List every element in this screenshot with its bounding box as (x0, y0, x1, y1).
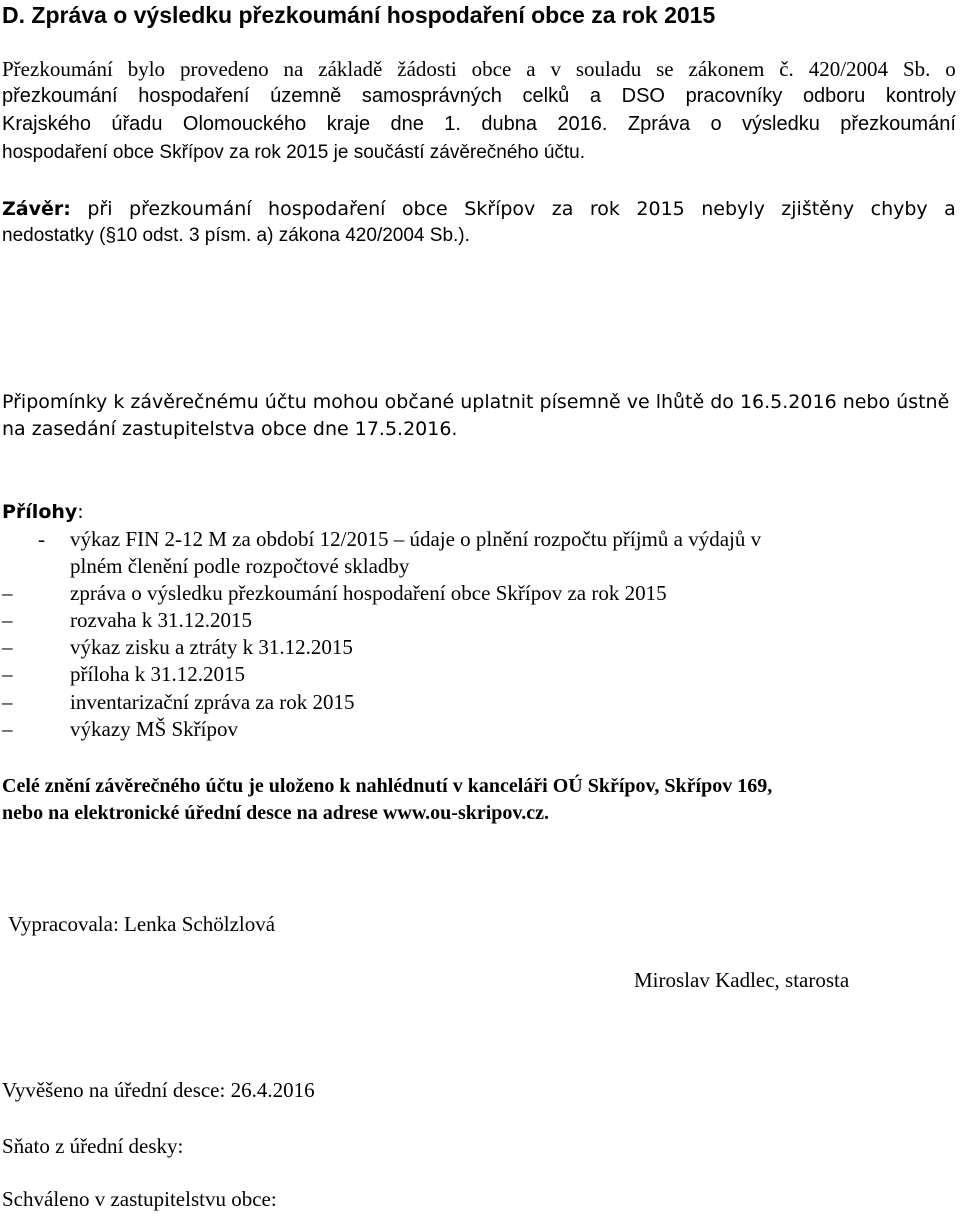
approved-by-council: Schváleno v zastupitelstvu obce: (2, 1187, 277, 1211)
word: na (283, 57, 304, 81)
word: samosprávných (361, 85, 502, 107)
review-paragraph-line-3 (2, 111, 956, 137)
conclusion-line-2: nedostatky (§10 odst. 3 písm. a) zákona 420/2004 Sb.). (2, 225, 470, 246)
word: v (550, 57, 561, 81)
word: chyby (870, 198, 928, 220)
removed-date: Sňato z úřední desky: (2, 1134, 184, 1158)
attachment-item-1-line-1: výkaz FIN 2-12 M za období 12/2015 – údaje o plnění rozpočtu příjmů a výdajů v (70, 527, 762, 551)
mayor-signature: Miroslav Kadlec, starosta (634, 968, 850, 992)
word: Krajského (2, 113, 91, 135)
word: Skřípov (464, 198, 536, 220)
word: č. (779, 57, 794, 81)
attachment-dash: – (2, 717, 13, 741)
word: o (945, 57, 956, 81)
attachments-label-colon: : (77, 501, 84, 523)
attachment-dash: – (2, 662, 13, 686)
word: provedeno (179, 57, 269, 81)
word: přezkoumání (2, 85, 118, 107)
comments-note-line-1: Připomínky k závěrečnému účtu mohou občané uplatnit písemně ve lhůtě do 16.5.2016 nebo ústně (2, 391, 950, 413)
word: hospodaření (268, 198, 386, 220)
word: celků (522, 85, 570, 107)
word: kraje (326, 113, 371, 135)
review-paragraph-line-1 (2, 56, 956, 82)
attachment-bullet: - (38, 527, 45, 551)
attachment-dash: – (2, 608, 13, 632)
posted-date: Vyvěšeno na úřední desce: 26.4.2016 (2, 1078, 315, 1102)
word: základě (318, 57, 383, 81)
word: výsledku (742, 113, 820, 135)
word: 2016. (557, 113, 608, 135)
word: Zpráva (627, 113, 691, 135)
word: souladu (575, 57, 642, 81)
word: při (87, 198, 113, 220)
conclusion-line-1 (2, 196, 956, 222)
attachment-dash: – (2, 581, 13, 605)
word: dne (390, 113, 424, 135)
word: žádosti (397, 57, 457, 81)
word: přezkoumání (840, 113, 956, 135)
word: obce (401, 198, 448, 220)
word: přezkoumání (128, 198, 252, 220)
attachment-item-1-line-2: plném členění podle rozpočtové skladby (70, 554, 410, 578)
attachment-item: zpráva o výsledku přezkoumání hospodaření obce Skřípov za rok 2015 (70, 581, 667, 605)
word: Olomouckého (182, 113, 307, 135)
word: kontroly (885, 85, 956, 107)
word: bylo (127, 57, 166, 81)
attachment-item: rozvaha k 31.12.2015 (70, 608, 252, 632)
word: rok (589, 198, 620, 220)
word: dubna (481, 113, 537, 135)
word: a (526, 57, 536, 81)
word: hospodaření (138, 85, 250, 107)
attachments-label: Přílohy (2, 501, 78, 523)
comments-note-line-2: na zasedání zastupitelstva obce dne 17.5.2016. (2, 418, 458, 440)
word: úřadu (111, 113, 163, 135)
attachment-item: příloha k 31.12.2015 (70, 662, 245, 686)
attachment-item: výkazy MŠ Skřípov (70, 717, 238, 741)
word: za (551, 198, 574, 220)
word: pracovníky (685, 85, 783, 107)
review-paragraph-line-2 (2, 83, 956, 109)
word: a (944, 198, 956, 220)
word: obce (471, 57, 512, 81)
word: 420/2004 (808, 57, 889, 81)
word: zákonem (688, 57, 765, 81)
review-paragraph-line-4: hospodaření obce Skřípov za rok 2015 je součástí závěrečného účtu. (2, 142, 586, 163)
word: a (589, 85, 601, 107)
word: nebyly (701, 198, 765, 220)
word: územně (270, 85, 342, 107)
word: Sb. (902, 57, 931, 81)
word: 1. (444, 113, 461, 135)
word: odboru (802, 85, 866, 107)
document-title: D. Zpráva o výsledku přezkoumání hospodaření obce za rok 2015 (2, 2, 716, 28)
attachment-dash: – (2, 635, 13, 659)
word: Přezkoumání (2, 57, 113, 81)
attachment-item: výkaz zisku a ztráty k 31.12.2015 (70, 635, 353, 659)
word: se (656, 57, 674, 81)
word: o (710, 113, 722, 135)
attachment-item: inventarizační zpráva za rok 2015 (70, 690, 355, 714)
word: DSO (621, 85, 665, 107)
word: zjištěny (781, 198, 855, 220)
attachment-dash: – (2, 690, 13, 714)
conclusion-label: Závěr: (2, 198, 71, 220)
prepared-by: Vypracovala: Lenka Schölzlová (8, 912, 276, 936)
attachments-heading (2, 499, 84, 525)
full-text-note-line-2: nebo na elektronické úřední desce na adrese www.ou-skripov.cz. (2, 802, 550, 824)
word: 2015 (636, 198, 685, 220)
full-text-note-line-1: Celé znění závěrečného účtu je uloženo k nahlédnutí v kanceláři OÚ Skřípov, Skřípov 169, (2, 775, 773, 797)
